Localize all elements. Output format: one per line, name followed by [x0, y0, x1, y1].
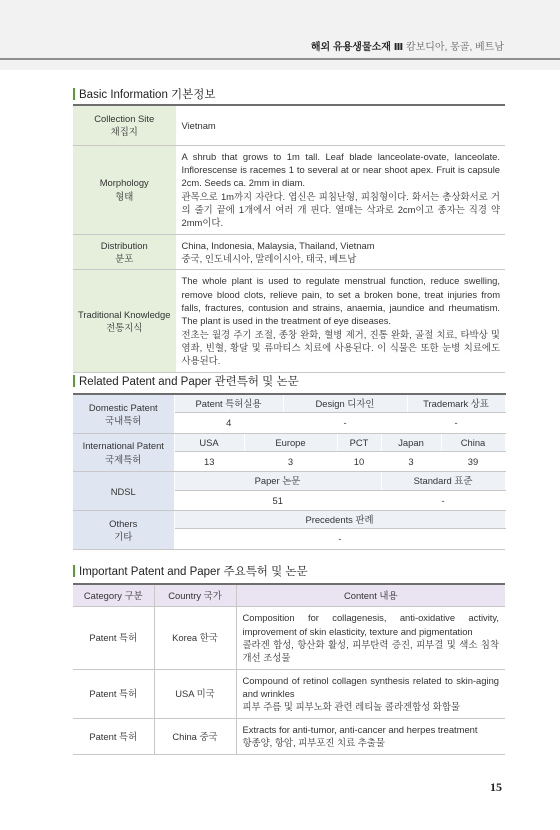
value-europe: 3 [244, 452, 337, 472]
book-title: 해외 유용생물소재 Ⅲ [310, 42, 404, 53]
related-patent-table [73, 393, 506, 550]
table-row [73, 669, 505, 718]
header-paper: Paper 논문 [174, 472, 381, 490]
important-header-row [73, 584, 505, 607]
header-design: Design 디자인 [283, 394, 407, 413]
category-cell: Patent 특허 [73, 607, 154, 669]
value-usa: 13 [174, 452, 244, 472]
label-collection-site: Collection Site 채집지 [73, 105, 176, 145]
value-trademark: - [407, 413, 505, 433]
value-china: 39 [441, 452, 505, 472]
basic-info-heading: Basic Information 기본정보 [73, 86, 215, 102]
header-pct: PCT [337, 433, 381, 451]
value-precedents: - [174, 529, 505, 549]
others-header-row [73, 511, 505, 529]
content-cell: Compound of retinol collagen synthesis related to skin-aging and wrinkles 피부 주름 및 피부노화 관련 레티놀 콜라겐합성 화합물 [236, 669, 505, 718]
value-paper: 51 [174, 490, 381, 510]
label-traditional-knowledge: Traditional Knowledge 전통지식 [73, 270, 176, 372]
country-cell: China 중국 [154, 718, 236, 754]
header-country: Country 국가 [154, 584, 236, 607]
value-pct: 10 [337, 452, 381, 472]
label-distribution: Distribution 분포 [73, 234, 176, 270]
heading-bar [73, 565, 75, 577]
value-distribution: China, Indonesia, Malaysia, Thailand, Vietnam 중국, 인도네시아, 말레이시아, 태국, 베트남 [176, 234, 505, 270]
important-patent-table [73, 583, 505, 755]
header-europe: Europe [244, 433, 337, 451]
header-content: Content 내용 [236, 584, 505, 607]
table-row [73, 607, 505, 669]
header-precedents: Precedents 판례 [174, 511, 505, 529]
value-design: - [283, 413, 407, 433]
row-traditional-knowledge [73, 270, 505, 372]
content-cell: Extracts for anti-tumor, anti-cancer and herpes treatment 항종양, 항암, 피부포진 치료 추출물 [236, 718, 505, 754]
value-standard: - [381, 490, 505, 510]
label-domestic-patent: Domestic Patent 국내특허 [73, 394, 174, 433]
international-header-row [73, 433, 505, 451]
country-cell: USA 미국 [154, 669, 236, 718]
page-number: 15 [490, 780, 502, 794]
country-cell: Korea 한국 [154, 607, 236, 669]
running-header [311, 38, 504, 53]
header-rule [0, 58, 560, 60]
label-others: Others 기타 [73, 511, 174, 550]
value-patent: 4 [174, 413, 283, 433]
header-usa: USA [174, 433, 244, 451]
label-ndsl: NDSL [73, 472, 174, 511]
domestic-header-row [73, 394, 505, 413]
content-cell: Composition for collagenesis, anti-oxidative activity, improvement of skin elasticity, texture and pigmentation 콜라겐 합성, 항산화 활성, 피부탄력 증진, 피부결 및 색소 침착 개선 조성물 [236, 607, 505, 669]
value-japan: 3 [381, 452, 441, 472]
header-patent: Patent 특허실용 [174, 394, 283, 413]
header-trademark: Trademark 상표 [407, 394, 505, 413]
basic-info-table [73, 104, 505, 373]
heading-bar [73, 375, 75, 387]
value-traditional-knowledge: The whole plant is used to regulate menstrual function, reduce swelling, remove blood clots, relieve pain, to set a broken bone, treat injuries from falls, fractures, contusion and strains, anaemia, jaundice and rheumatism. The plant is used in the treatment of eye diseases. 전초는 월경 주기 조절, 종창 완화, 혈병 제거, 진통 완화, 골절 치료, 타박상 및 염좌, 빈혈, 황달 및 류마티스 치료에 사용된다. 이 식물은 또한 눈병 치료에도 사용된다. [176, 270, 505, 372]
category-cell: Patent 특허 [73, 669, 154, 718]
row-morphology [73, 145, 505, 234]
book-countries: 캄보디아, 몽골, 베트남 [405, 42, 504, 53]
row-collection-site [73, 105, 505, 145]
value-morphology: A shrub that grows to 1m tall. Leaf blade lanceolate-ovate, lanceolate. Inflorescense is racemes 1 to several at or near shoot apex. Fruit is capsule 2cm. Seeds ca. 2mm in diam. 관목으로 1m까지 자란다. 엽신은 피침난형, 피침형이다. 화서는 총상화서로 거의 줄기 끝에 1개에서 여러 개 핀다. 열매는 삭과로 2cm이고 종자는 직경 약 2mm이다. [176, 145, 505, 234]
category-cell: Patent 특허 [73, 718, 154, 754]
important-patent-heading: Important Patent and Paper 주요특허 및 논문 [73, 563, 308, 579]
related-patent-heading: Related Patent and Paper 관련특허 및 논문 [73, 373, 299, 389]
row-distribution [73, 234, 505, 270]
label-international-patent: International Patent 국제특허 [73, 433, 174, 472]
header-standard: Standard 표준 [381, 472, 505, 490]
header-japan: Japan [381, 433, 441, 451]
label-morphology: Morphology 형태 [73, 145, 176, 234]
heading-bar [73, 88, 75, 100]
value-collection-site: Vietnam [176, 105, 505, 145]
ndsl-header-row [73, 472, 505, 490]
header-china: China [441, 433, 505, 451]
table-row [73, 718, 505, 754]
header-category: Category 구분 [73, 584, 154, 607]
